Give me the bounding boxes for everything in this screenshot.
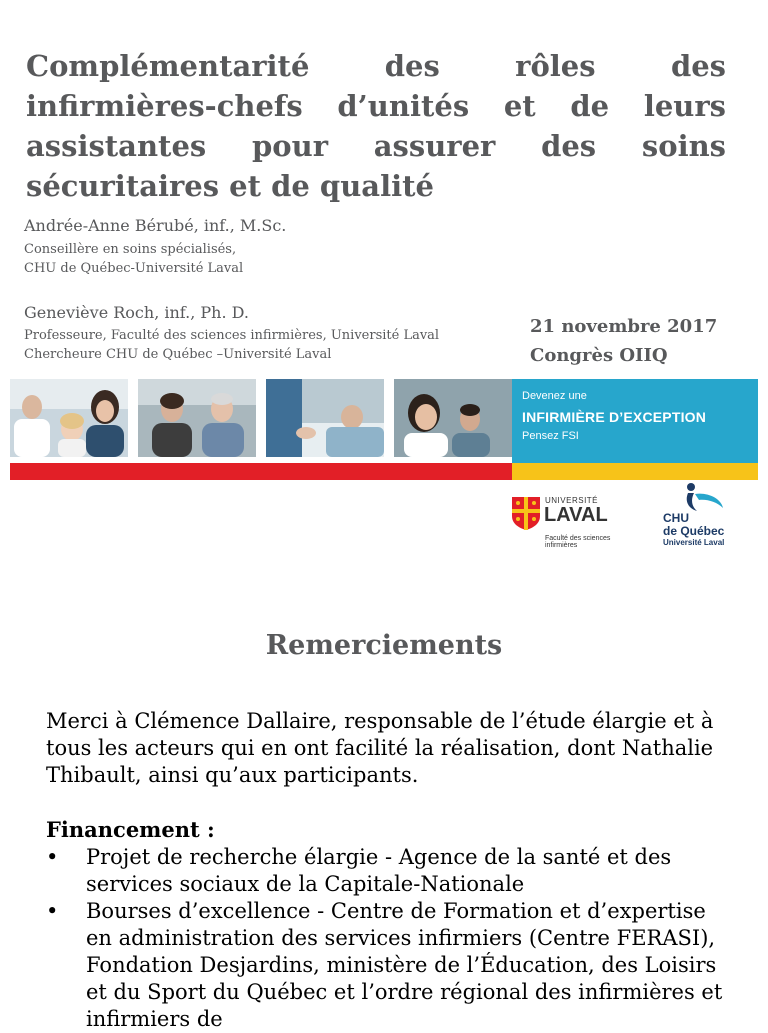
funding-list — [46, 844, 736, 1033]
presentation-title: Complémentarité des rôles des infirmières-chefs d’unités et de leurs assistantes pour assurer des soins sécuritaires et de qualité — [26, 49, 726, 203]
laval-logo-line-3: Faculté des sciences infirmières — [545, 535, 611, 549]
event-date: 21 novembre 2017 — [530, 316, 718, 337]
laval-logo-line-2: LAVAL — [544, 504, 608, 526]
list-item — [46, 898, 736, 1033]
author-2-affiliation-line: Chercheure CHU de Québec –Université Laval — [24, 347, 332, 362]
author-2-affiliation-line: Professeure, Faculté des sciences infirmières, Université Laval — [24, 328, 440, 343]
event-info — [530, 312, 717, 370]
universite-laval-logo — [511, 494, 641, 550]
photo-hospital-bed — [266, 379, 384, 457]
acknowledgements-slide — [0, 576, 768, 1031]
author-1-affiliation-line: CHU de Québec-Université Laval — [24, 261, 244, 276]
author-2-name: Geneviève Roch, inf., Ph. D. — [24, 303, 249, 322]
promo-line-2: INFIRMIÈRE D’EXCEPTION — [522, 409, 707, 425]
laval-crest-icon — [511, 496, 541, 530]
funding-item-text: Bourses d’excellence - Centre de Formation et d’expertise en administration des services infirmiers (Centre FERASI), Fondation Desjardins, ministère de l’Éducation, des Loisirs et du Sport du Québec et l’ordre régional des infirmières et infirmiers de — [86, 899, 723, 1031]
promo-line-3: Pensez FSI — [522, 430, 579, 442]
author-1-affiliation — [24, 240, 243, 278]
chu-logo-line-1: CHU — [663, 511, 689, 525]
slide-title: Remerciements — [265, 630, 503, 661]
author-2-affiliation — [24, 326, 439, 364]
bullet-icon: • — [46, 845, 59, 869]
event-name: Congrès OIIQ — [530, 345, 668, 366]
promo-panel — [512, 379, 758, 463]
photo-banner — [10, 379, 758, 463]
photo-nursing-students — [394, 379, 512, 457]
chu-de-quebec-logo — [653, 482, 753, 554]
laval-logo-line-1: UNIVERSITÉ — [545, 496, 599, 505]
bullet-icon: • — [46, 899, 59, 923]
chu-logo-line-3: Université Laval — [663, 538, 725, 547]
chu-logo-line-2: de Québec — [663, 524, 725, 538]
photo-nurse-child — [10, 379, 128, 457]
photo-nurse-patient — [138, 379, 256, 457]
funding-heading: Financement : — [46, 817, 215, 842]
chu-figure-icon — [677, 482, 725, 512]
acknowledgement-paragraph: Merci à Clémence Dallaire, responsable de l’étude élargie et à tous les acteurs qui en ont facilité la réalisation, dont Nathalie Thibault, ainsi qu’aux participants. — [46, 709, 714, 787]
red-band — [10, 463, 512, 480]
yellow-band — [512, 463, 758, 480]
promo-line-1: Devenez une — [522, 390, 587, 402]
author-1-name: Andrée-Anne Bérubé, inf., M.Sc. — [24, 216, 287, 235]
list-item — [46, 844, 736, 898]
funding-item-text: Projet de recherche élargie - Agence de la santé et des services sociaux de la Capitale-Nationale — [86, 845, 672, 896]
author-1-affiliation-line: Conseillère en soins spécialisés, — [24, 242, 237, 257]
acknowledgement-text — [46, 708, 736, 789]
